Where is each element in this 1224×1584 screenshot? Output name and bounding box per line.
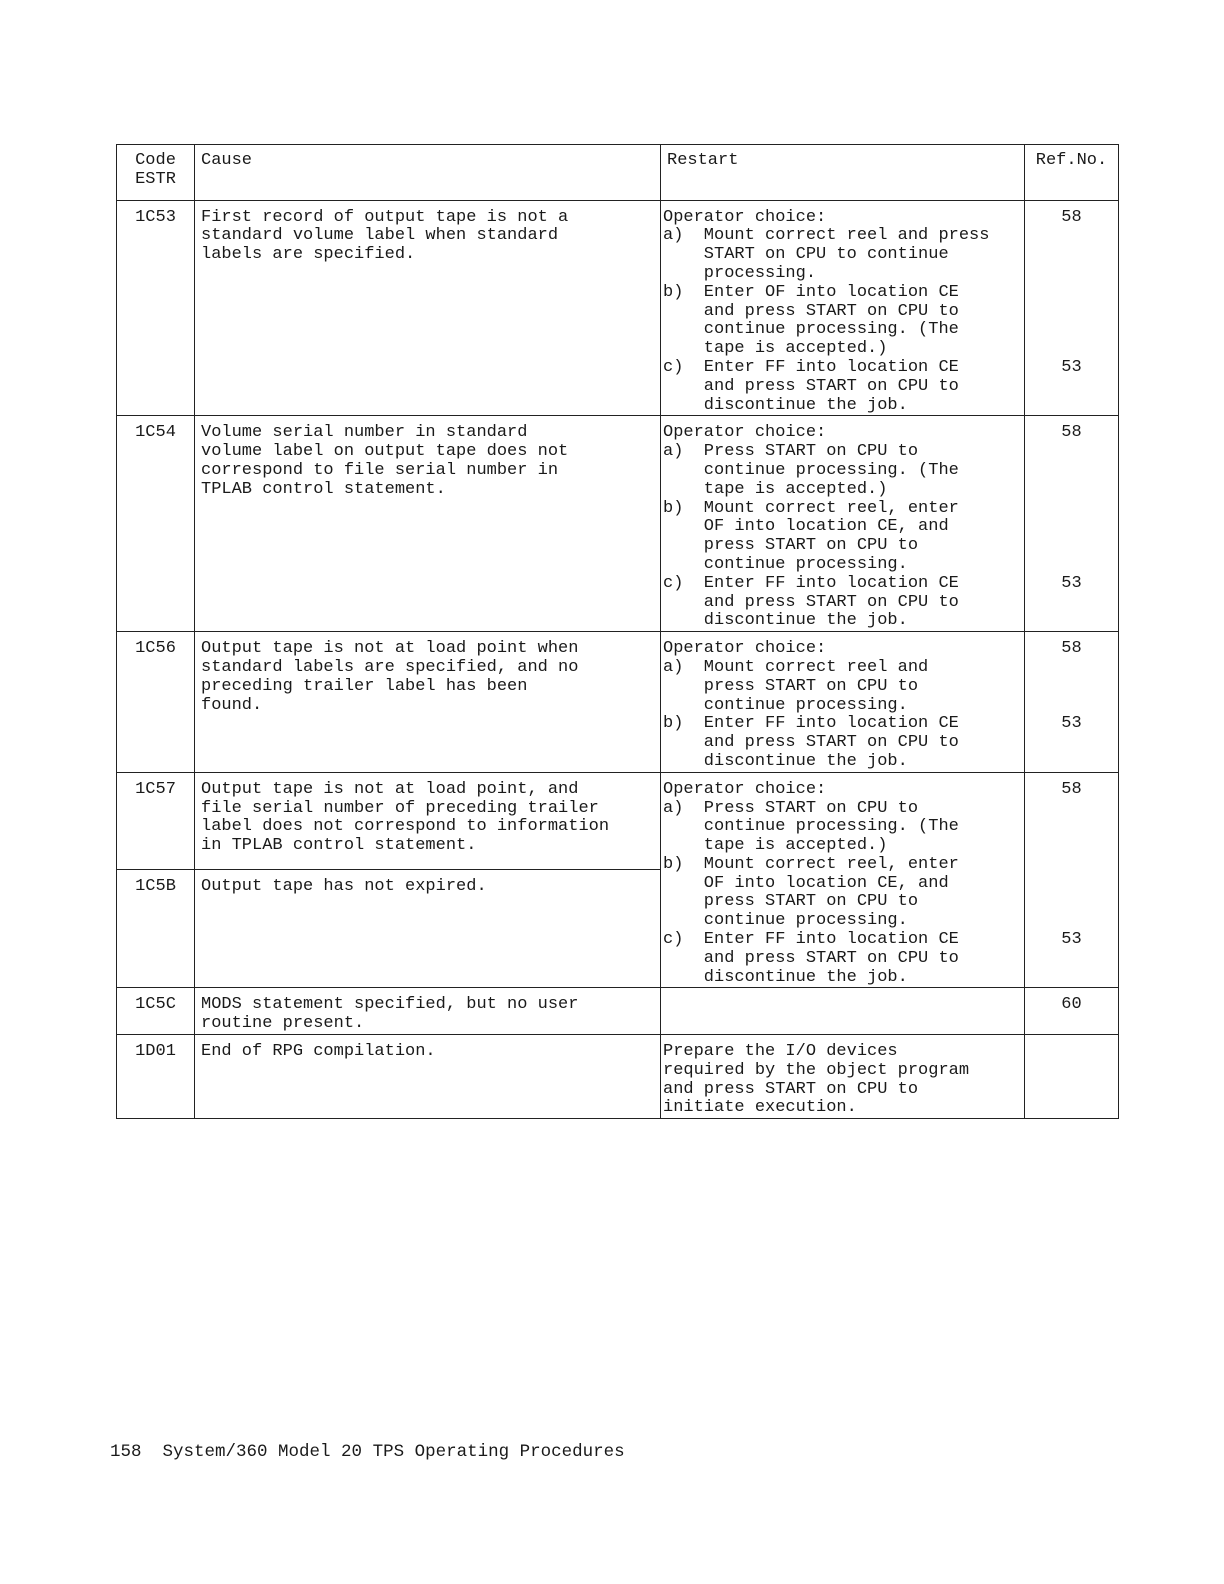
table-row: [117, 416, 1119, 632]
header-restart: Restart: [661, 145, 1025, 201]
row-restart: Operator choice: a) Mount correct reel and press START on CPU to continue processing. b) Enter FF into location CE and press START on CPU to discontinue the job.: [663, 639, 959, 771]
row-code: 1C56: [135, 639, 176, 659]
row-cause: Volume serial number in standard volume label on output tape does not correspond to file serial number in TPLAB control statement.: [201, 423, 569, 499]
row-code: 1C53: [135, 207, 176, 227]
page-footer: [110, 1442, 625, 1462]
row-restart: Operator choice: a) Mount correct reel and press START on CPU to continue processing. b) Enter OF into location CE and press START on CPU to continue processing. (The tape is accepted.) c) Enter FF into location CE and press START on CPU to discontinue the job.: [663, 207, 990, 415]
row-code: 1C5C: [135, 995, 176, 1015]
row-code: 1C5B: [135, 876, 176, 896]
row-cause: Output tape is not at load point, and file serial number of preceding trailer label does not correspond to information in TPLAB control statement.: [201, 779, 610, 856]
row-ref: 58 53: [1061, 639, 1082, 734]
row-ref: 58 53: [1061, 779, 1082, 950]
header-estr-label: ESTR: [135, 169, 176, 189]
row-restart: Prepare the I/O devices required by the object program and press START on CPU to initiate execution.: [663, 1042, 970, 1118]
table-header-row: [117, 145, 1119, 201]
row-ref: 58 53: [1061, 207, 1082, 377]
row-cause: First record of output tape is not a standard volume label when standard labels are specified.: [201, 207, 569, 265]
row-ref: 58 53: [1061, 423, 1082, 593]
row-code: 1C54: [135, 423, 176, 443]
row-code: 1D01: [135, 1042, 176, 1062]
table-row: [117, 200, 1119, 416]
header-code-label: Code: [135, 151, 176, 170]
table-row: [117, 1035, 1119, 1119]
header-cause: Cause: [195, 145, 661, 201]
table-row: [117, 632, 1119, 773]
row-cause: Output tape is not at load point when standard labels are specified, and no preceding trailer label has been found.: [201, 639, 579, 715]
document-title: System/360 Model 20 TPS Operating Procedures: [162, 1442, 625, 1462]
error-code-table: [116, 144, 1119, 1119]
row-cause: MODS statement specified, but no user routine present.: [201, 995, 579, 1034]
header-code: [117, 145, 195, 201]
row-cause: End of RPG compilation.: [201, 1042, 436, 1062]
row-restart: [663, 988, 1024, 996]
row-restart: Operator choice: a) Press START on CPU to continue processing. (The tape is accepted.) b) Mount correct reel, enter OF into location CE, and press START on CPU to continue processing. c) Enter FF into location CE and press START on CPU to discontinue the job.: [663, 423, 959, 631]
row-ref: 60: [1061, 995, 1082, 1015]
header-ref: Ref.No.: [1025, 145, 1119, 201]
row-restart: Operator choice: a) Press START on CPU to continue processing. (The tape is accepted.) b) Mount correct reel, enter OF into location CE, and press START on CPU to continue processing. c) Enter FF into location CE and press START on CPU to discontinue the job.: [663, 779, 959, 987]
row-code: 1C57: [135, 779, 176, 799]
table-row: [117, 772, 1119, 869]
row-ref: [1025, 1035, 1118, 1043]
row-cause: Output tape has not expired.: [201, 876, 487, 896]
table-row: [117, 988, 1119, 1035]
page-number: 158: [110, 1442, 142, 1462]
